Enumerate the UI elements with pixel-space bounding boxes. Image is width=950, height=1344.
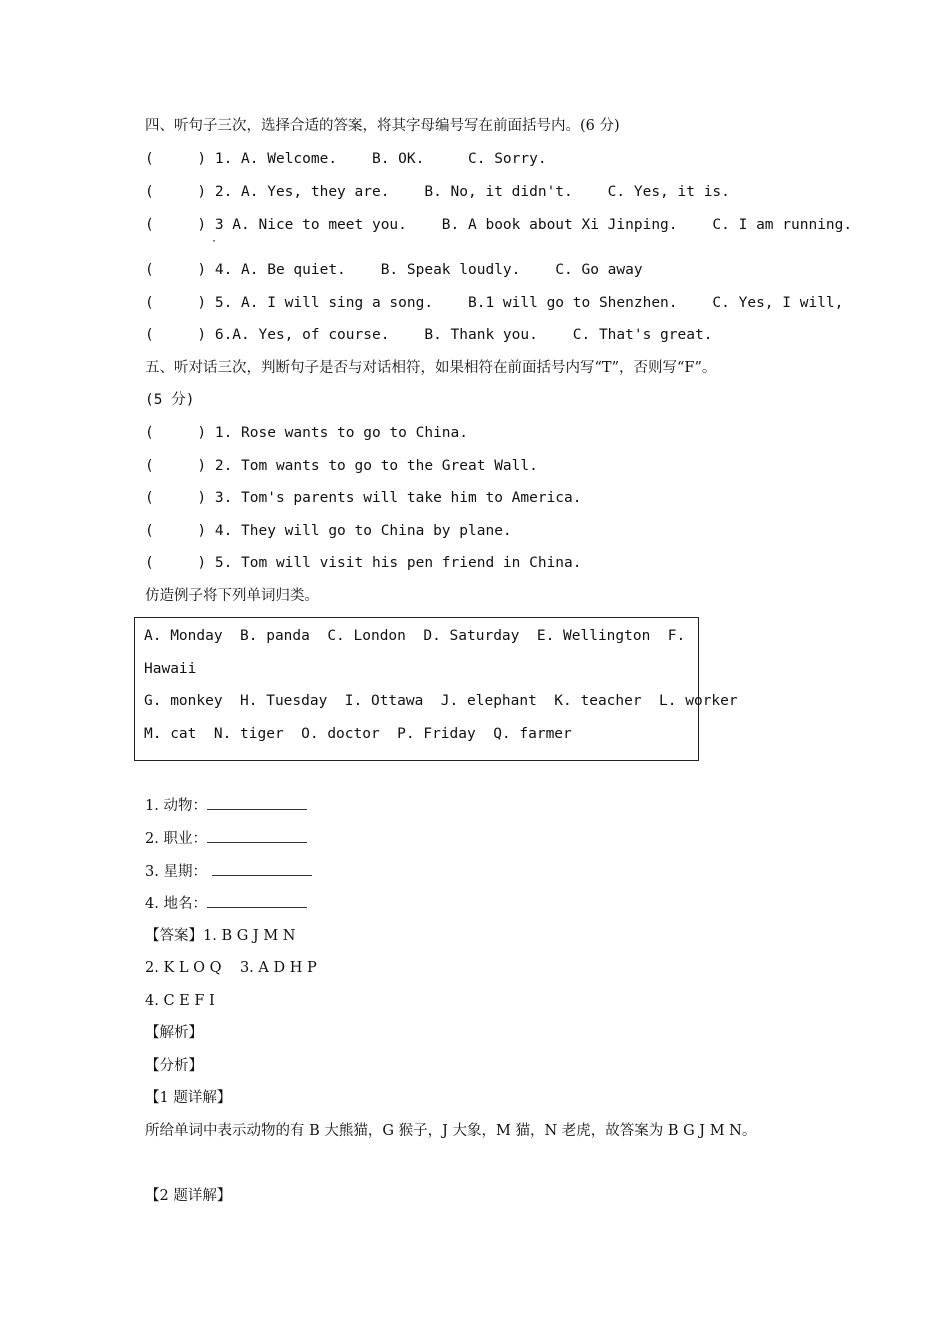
- answer-blank[interactable]: [212, 861, 312, 876]
- blank-label: 3. 星期：: [145, 864, 212, 880]
- judge-item: ( ) 3. Tom's parents will take him to America.: [145, 490, 582, 506]
- answer-blank[interactable]: [207, 828, 307, 843]
- question-item: ( ) 4. A. Be quiet. B. Speak loudly. C. Go away: [145, 262, 643, 278]
- q1-explanation: 所给单词中表示动物的有 B 大熊猫，G 猴子，J 大象，M 猫，N 老虎，故答案为 B G J M N。: [145, 1123, 757, 1139]
- q2-heading: 【2 题详解】: [145, 1188, 232, 1204]
- answer-blank[interactable]: [207, 795, 307, 810]
- word-box-line: A. Monday B. panda C. London D. Saturday E. Wellington F.: [144, 628, 686, 644]
- word-box-line: Hawaii: [144, 661, 197, 677]
- judge-item: ( ) 1. Rose wants to go to China.: [145, 425, 469, 441]
- answer-line: 【答案】1. B G J M N: [145, 928, 296, 944]
- section5-score: (5 分): [145, 392, 195, 408]
- stray-dot: ·: [211, 236, 218, 247]
- jiexi-heading: 【解析】: [145, 1025, 203, 1041]
- judge-item: ( ) 5. Tom will visit his pen friend in China.: [145, 555, 582, 571]
- question-item: ( ) 3 A. Nice to meet you. B. A book about Xi Jinping. C. I am running.: [145, 217, 853, 233]
- word-box-line: M. cat N. tiger O. doctor P. Friday Q. farmer: [144, 726, 572, 742]
- blank-label: 1. 动物：: [145, 798, 207, 814]
- q1-heading: 【1 题详解】: [145, 1090, 232, 1106]
- question-item: ( ) 6.A. Yes, of course. B. Thank you. C. That's great.: [145, 327, 713, 343]
- word-box: [134, 617, 738, 761]
- answer-blank[interactable]: [207, 893, 307, 908]
- section4-title: 四、听句子三次，选择合适的答案，将其字母编号写在前面括号内。(6 分): [145, 118, 620, 134]
- section5-title: 五、听对话三次，判断句子是否与对话相符，如果相符在前面括号内写“T”，否则写“F”。: [145, 360, 717, 376]
- blank-line-weekdays: [145, 861, 312, 882]
- answer-line: 2. K L O Q 3. A D H P: [145, 960, 317, 976]
- blank-line-places: [145, 893, 307, 914]
- question-item: ( ) 5. A. I will sing a song. B.1 will go to Shenzhen. C. Yes, I will,: [145, 295, 844, 311]
- blank-label: 2. 职业：: [145, 831, 207, 847]
- judge-item: ( ) 4. They will go to China by plane.: [145, 523, 512, 539]
- blank-label: 4. 地名：: [145, 896, 207, 912]
- fenxi-heading: 【分析】: [145, 1058, 203, 1074]
- judge-item: ( ) 2. Tom wants to go to the Great Wall.: [145, 458, 538, 474]
- blank-line-animals: [145, 795, 307, 816]
- question-item: ( ) 2. A. Yes, they are. B. No, it didn't. C. Yes, it is.: [145, 184, 730, 200]
- answer-line: 4. C E F I: [145, 993, 215, 1009]
- word-box-line: G. monkey H. Tuesday I. Ottawa J. elephant K. teacher L. worker: [144, 693, 738, 709]
- question-item: ( ) 1. A. Welcome. B. OK. C. Sorry.: [145, 151, 547, 167]
- blank-line-jobs: [145, 828, 307, 849]
- classify-instruction: 仿造例子将下列单词归类。: [145, 588, 319, 604]
